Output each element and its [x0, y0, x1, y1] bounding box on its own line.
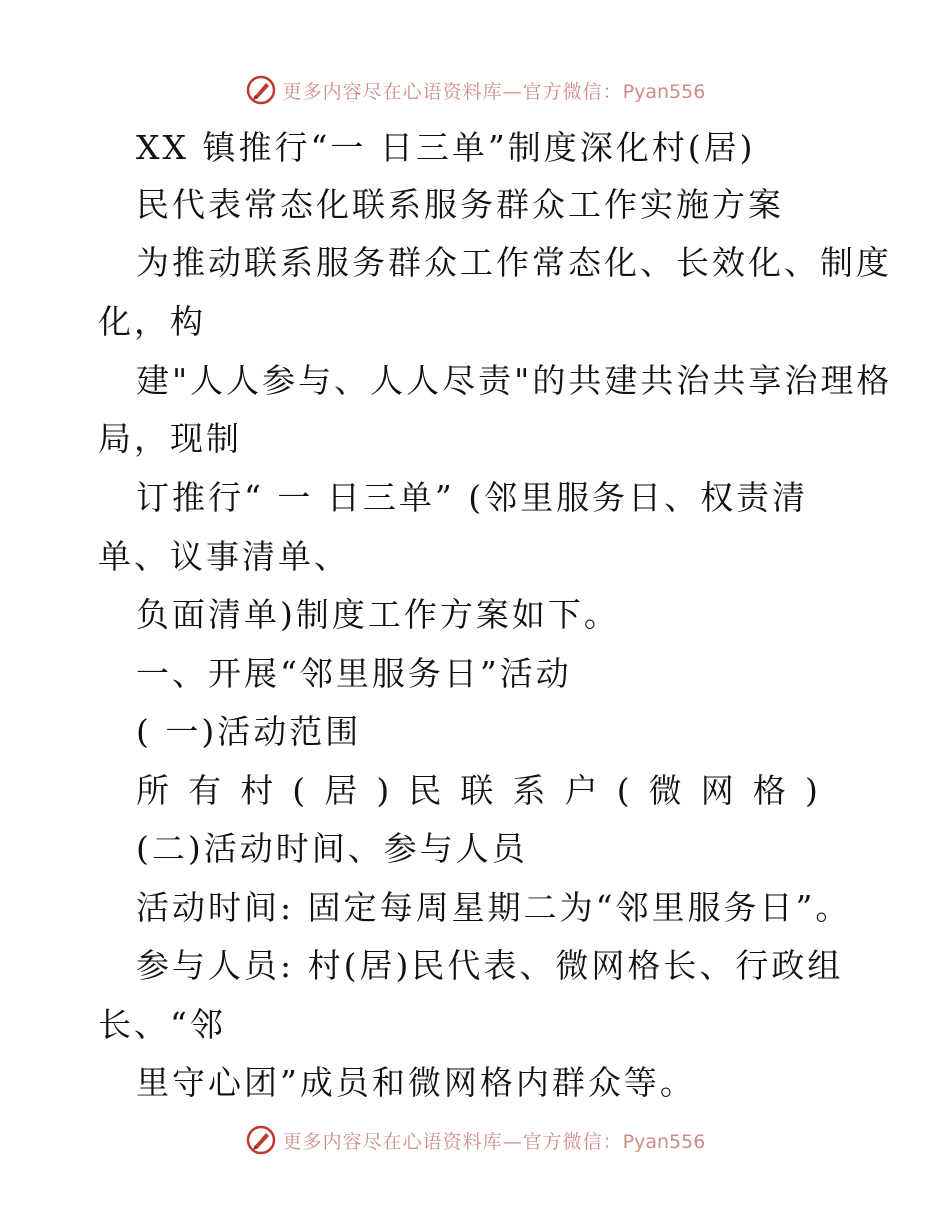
- scope-char: 民: [408, 771, 442, 810]
- watermark-footer: [0, 1120, 950, 1160]
- activity-scope-line: [136, 771, 818, 811]
- scope-char: 网: [700, 771, 734, 810]
- scope-char: (: [292, 771, 306, 810]
- paragraph-line: 单、议事清单、: [98, 537, 350, 576]
- watermark-text: [283, 1127, 706, 1154]
- subsection-heading: ( 一)活动范围: [136, 712, 362, 751]
- paragraph-line: 订推行“ 一 日三单” (邻里服务日、权责清: [136, 478, 809, 517]
- watermark-text: [283, 77, 706, 104]
- pen-seal-icon: [245, 1124, 277, 1156]
- watermark-text-cn: 更多内容尽在心语资料库—官方微信：: [282, 80, 623, 103]
- scope-char: 有: [188, 771, 222, 810]
- scope-char: 居: [324, 771, 358, 810]
- watermark-text-wechat-id: Pyan556: [622, 1130, 706, 1153]
- scope-char: 格: [752, 771, 786, 810]
- scope-char: 系: [512, 771, 546, 810]
- paragraph-line: 活动时间: 固定每周星期二为“邻里服务日”。: [136, 888, 852, 927]
- watermark-header: [0, 70, 950, 110]
- scope-char: ): [376, 771, 390, 810]
- watermark-text-cn: 更多内容尽在心语资料库—官方微信：: [282, 1130, 623, 1153]
- paragraph-line: 建"人人参与、人人尽责"的共建共治共享治理格: [136, 361, 893, 400]
- scope-char: (: [616, 771, 630, 810]
- scope-char: 微: [648, 771, 682, 810]
- subsection-heading: (二)活动时间、参与人员: [136, 829, 528, 868]
- document-title-line-1: XX 镇推行“一 日三单”制度深化村(居): [136, 128, 756, 167]
- document-title-line-2: 民代表常态化联系服务群众工作实施方案: [136, 185, 784, 224]
- scope-char: 村: [240, 771, 274, 810]
- paragraph-line: 长、“邻: [98, 1005, 226, 1044]
- paragraph-line: 负面清单)制度工作方案如下。: [136, 595, 620, 634]
- paragraph-line: 里守心团”成员和微网格内群众等。: [136, 1063, 696, 1102]
- pen-seal-icon: [245, 74, 277, 106]
- scope-char: 联: [460, 771, 494, 810]
- paragraph-line: 为推动联系服务群众工作常态化、长效化、制度: [136, 243, 892, 282]
- scope-char: 所: [136, 771, 169, 810]
- watermark-text-wechat-id: Pyan556: [622, 80, 706, 103]
- paragraph-line: 化，构: [98, 302, 206, 341]
- section-heading: 一、开展“邻里服务日”活动: [136, 654, 572, 693]
- paragraph-line: 参与人员: 村(居)民代表、微网格长、行政组: [136, 946, 844, 985]
- scope-char: ): [804, 771, 818, 810]
- scope-char: 户: [564, 771, 598, 810]
- paragraph-line: 局，现制: [98, 419, 242, 458]
